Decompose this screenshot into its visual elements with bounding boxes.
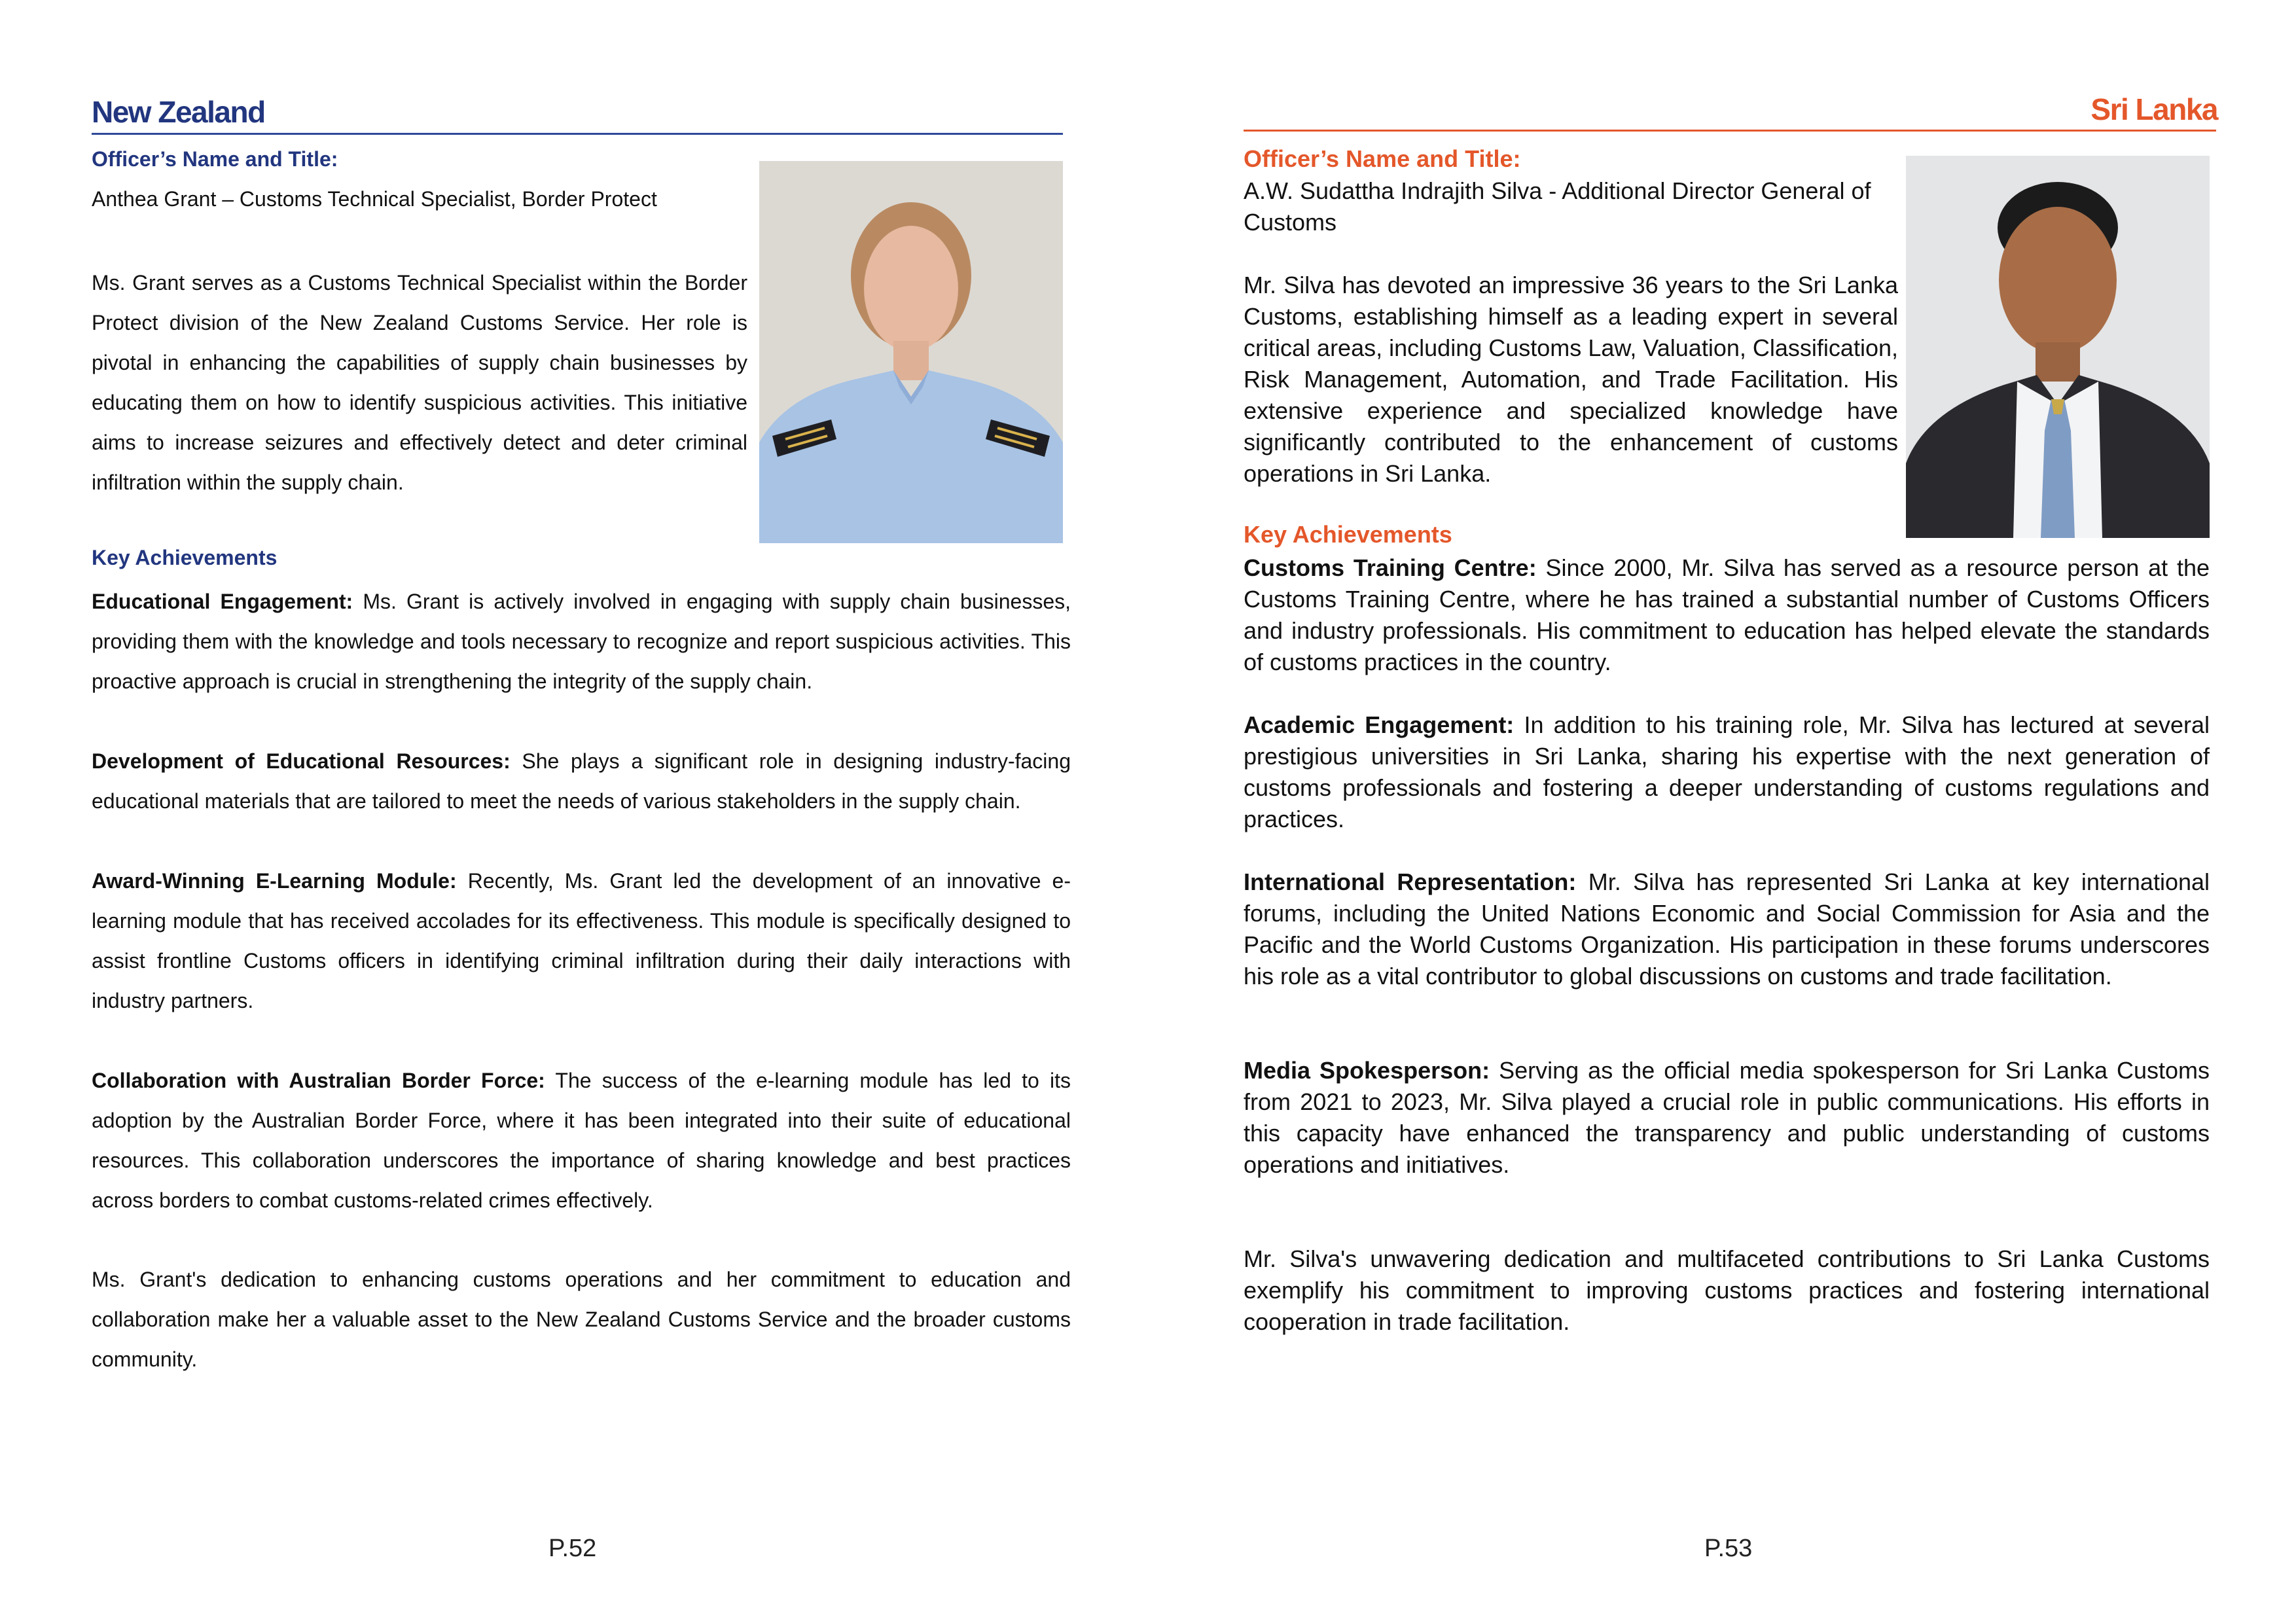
title-rule <box>92 133 1063 135</box>
achievement-text: Serving as the official media spokesperson for Sri Lanka Customs from 2021 to 2023, Mr. Silva played a crucial role in public communications. His efforts in this capacity have enhanced the transparency and public understanding of customs operations and initiatives. <box>1244 1057 2210 1178</box>
officer-name: Anthea Grant – Customs Technical Specialist, Border Protect <box>92 187 657 211</box>
achievement-text: Recently, Ms. Grant led the development of an innovative e-learning module that has received accolades for its effectiveness. This module is specifically designed to assist frontline Customs officers in identifying criminal infiltration during their daily interactions with industry partners. <box>92 869 1071 1012</box>
key-achievements-heading: Key Achievements <box>1244 521 1452 548</box>
achievement-item <box>1244 1055 2210 1181</box>
achievement-item <box>92 861 1071 1021</box>
achievement-title: Award-Winning E-Learning Module: <box>92 869 457 893</box>
achievement-text: She plays a significant role in designing industry-facing educational materials that are tailored to meet the needs of various stakeholders in the supply chain. <box>92 749 1071 813</box>
achievement-item <box>1244 552 2210 678</box>
achievement-title: Customs Training Centre: <box>1244 554 1537 581</box>
achievement-item <box>92 1061 1071 1221</box>
officer-bio: Ms. Grant serves as a Customs Technical Specialist within the Border Protect division of the New Zealand Customs Service. Her role is pivotal in enhancing the capabilities of supply chain businesses by educating them on how to identify suspicious activities. This initiative aims to increase seizures and effectively detect and deter criminal infiltration within the supply chain. <box>92 271 747 494</box>
closing-paragraph: Ms. Grant's dedication to enhancing customs operations and her commitment to education and collaboration make her a valuable asset to the New Zealand Customs Service and the broader customs community. <box>92 1268 1071 1371</box>
achievement-item <box>92 741 1071 821</box>
page-number: P.52 <box>548 1535 597 1562</box>
officer-bio: Mr. Silva has devoted an impressive 36 years to the Sri Lanka Customs, establishing himself as a leading expert in several critical areas, including Customs Law, Valuation, Classification, Risk Management, Automation, and Trade Facilitation. His extensive experience and specialized knowledge have significantly contributed to the enhancement of customs operations in Sri Lanka. <box>1244 272 1898 487</box>
country-title: New Zealand <box>92 95 265 129</box>
closing-paragraph: Mr. Silva's unwavering dedication and multifaceted contributions to Sri Lanka Customs exemplify his commitment to improving customs practices and fostering international cooperation in trade facilitation. <box>1244 1245 2210 1335</box>
page-number: P.53 <box>1704 1535 1753 1562</box>
achievement-text: In addition to his training role, Mr. Silva has lectured at several prestigious universities in Sri Lanka, sharing his expertise with the next generation of customs professionals and fostering a deeper understanding of customs regulations and practices. <box>1244 711 2210 832</box>
officer-label: Officer’s Name and Title: <box>1244 145 1521 172</box>
achievement-text: Mr. Silva has represented Sri Lanka at key international forums, including the United Nations Economic and Social Commission for Asia and the Pacific and the World Customs Organization. His participation in these forums underscores his role as a vital contributor to global discussions on customs and trade facilitation. <box>1244 868 2210 990</box>
officer-name: A.W. Sudattha Indrajith Silva - Additional Director General of Customs <box>1244 177 1871 236</box>
achievement-title: Collaboration with Australian Border Force: <box>92 1069 545 1092</box>
achievement-text: Ms. Grant is actively involved in engaging with supply chain businesses, providing them with the knowledge and tools necessary to recognize and report suspicious activities. This proactive approach is crucial in strengthening the integrity of the supply chain. <box>92 590 1071 693</box>
achievement-title: Academic Engagement: <box>1244 711 1515 738</box>
achievement-text: The success of the e-learning module has led to its adoption by the Australian Border Force, where it has been integrated into their suite of educational resources. This collaboration underscores the importance of sharing knowledge and best practices across borders to combat customs-related crimes effectively. <box>92 1069 1071 1212</box>
officer-photo <box>1906 156 2210 538</box>
key-achievements-heading: Key Achievements <box>92 546 278 569</box>
officer-label: Officer’s Name and Title: <box>92 147 338 171</box>
achievement-item <box>92 582 1071 702</box>
title-rule <box>1244 130 2216 132</box>
achievement-item <box>1244 866 2210 992</box>
page-right <box>1148 0 2296 1623</box>
achievement-title: Development of Educational Resources: <box>92 749 511 773</box>
achievement-item <box>1244 709 2210 835</box>
country-title: Sri Lanka <box>2090 92 2217 126</box>
achievement-title: Educational Engagement: <box>92 590 353 613</box>
officer-photo <box>759 161 1063 543</box>
achievement-text: Since 2000, Mr. Silva has served as a resource person at the Customs Training Centre, where he has trained a substantial number of Customs Officers and industry professionals. His commitment to education has helped elevate the standards of customs practices in the country. <box>1244 554 2210 675</box>
achievement-title: Media Spokesperson: <box>1244 1057 1490 1084</box>
achievement-title: International Representation: <box>1244 868 1577 895</box>
